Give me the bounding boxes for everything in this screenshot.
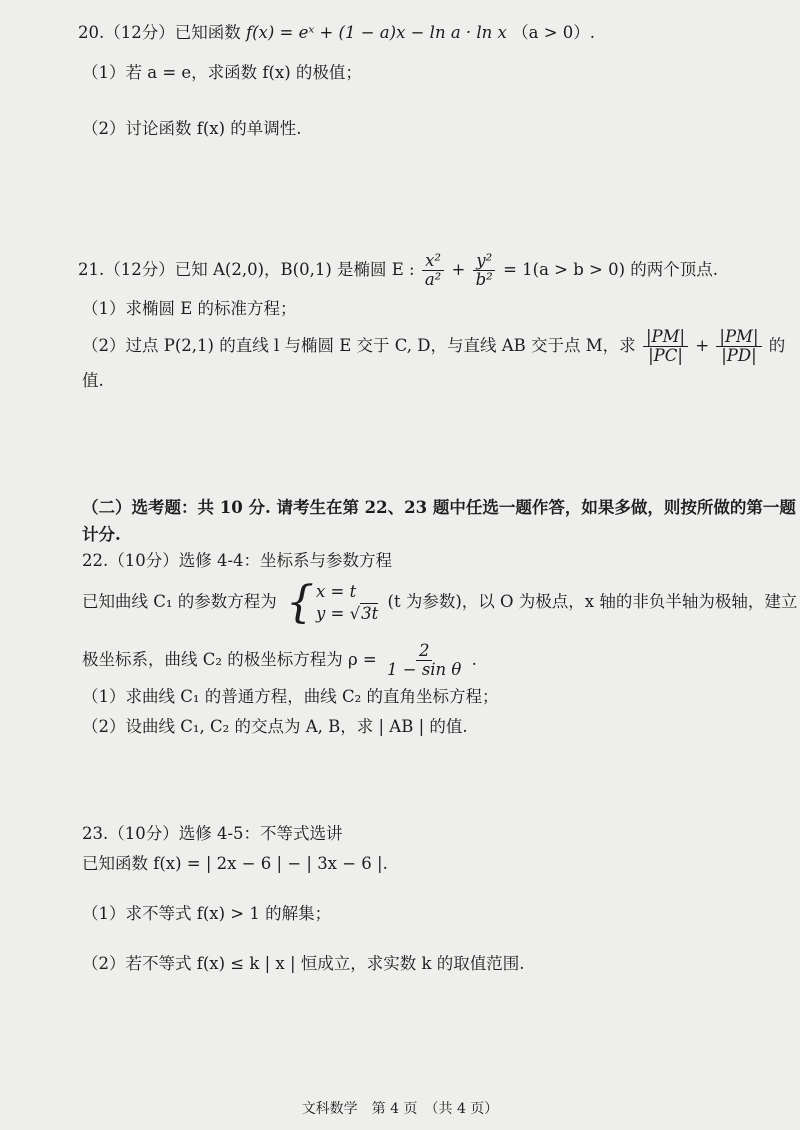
q22-line1-a: 已知曲线 C₁ 的参数方程为 [82, 592, 277, 611]
q20-condition: （a > 0）. [512, 23, 596, 42]
q21-plus-2: + [695, 336, 710, 355]
q23-head: 23.（10分）选修 4-5：不等式选讲 [82, 824, 343, 843]
q21-pc: |PC| [648, 346, 683, 365]
q21-a2: a² [424, 270, 442, 289]
q21-part1: （1）求椭圆 E 的标准方程； [82, 299, 297, 318]
section-note-line1: （二）选考题：共 10 分. 请考生在第 22、23 题中任选一题作答，如果多做，则按所做的第一题 [82, 498, 796, 517]
q20-head: 20.（12分）已知函数 [78, 23, 241, 42]
q22-fraction-rho [384, 642, 464, 679]
q22-part2: （2）设曲线 C₁, C₂ 的交点为 A, B，求 | AB | 的值. [82, 717, 468, 736]
q21-x2: x² [422, 252, 444, 271]
q22-part1: （1）求曲线 C₁ 的普通方程，曲线 C₂ 的直角坐标方程； [82, 687, 499, 706]
q23-part2: （2）若不等式 f(x) ≤ k | x | 恒成立，求实数 k 的取值范围. [82, 954, 525, 973]
q21-part2-c: 值. [82, 371, 104, 390]
q20-head-line [78, 22, 595, 44]
section-note-line2: 计分. [82, 525, 121, 544]
q21-fraction-pm-pc [643, 328, 688, 365]
q20-part1: （1）若 a = e，求函数 f(x) 的极值； [82, 63, 362, 82]
page-footer: 文科数学 第 4 页 （共 4 页） [301, 1101, 499, 1117]
q21-head-a: 21.（12分）已知 A(2,0)，B(0,1) 是椭圆 E : [78, 260, 415, 279]
q22-head: 22.（10分）选修 4-4：坐标系与参数方程 [82, 551, 393, 570]
q22-line1-b: (t 为参数)，以 O 为极点，x 轴的非负半轴为极轴，建立 [387, 592, 798, 611]
q21-y2: y² [473, 252, 495, 271]
q22-line2-b: . [471, 650, 477, 669]
q22-num: 2 [416, 642, 433, 661]
q21-pm-2: |PM| [716, 328, 761, 347]
q23-part1: （1）求不等式 f(x) > 1 的解集； [82, 904, 332, 923]
q22-eq2 [316, 603, 378, 625]
q21-part2-line [82, 328, 785, 365]
q21-head-b: = 1(a > b > 0) 的两个顶点. [503, 260, 719, 279]
sqrt-icon: √ [349, 603, 361, 623]
q22-line2 [82, 640, 477, 680]
q23-line1: 已知函数 f(x) = | 2x − 6 | − | 3x − 6 |. [82, 854, 388, 873]
q21-fraction-x [422, 252, 444, 289]
q21-b2: b² [475, 270, 493, 289]
q21-plus: + [451, 260, 466, 279]
brace-icon: { [285, 576, 314, 628]
q22-eq2-radicand: 3t [361, 603, 379, 623]
q21-pd: |PD| [721, 346, 757, 365]
q20-function: f(x) = eˣ + (1 − a)x − ln a · ln x [246, 23, 507, 42]
q21-fraction-y [473, 252, 496, 289]
q22-den: 1 − sin θ [387, 660, 462, 679]
q21-fraction-pm-pd [716, 328, 761, 365]
q21-part2-a: （2）过点 P(2,1) 的直线 l 与椭圆 E 交于 C, D，与直线 AB 交于点 M，求 [82, 336, 636, 355]
q21-head-line [78, 252, 718, 289]
q22-parametric-system [285, 576, 379, 628]
q22-eq2-lhs: y = [315, 603, 350, 623]
q21-pm-1: |PM| [643, 328, 688, 347]
q22-eq1: x = t [315, 581, 357, 601]
q21-part2-b: 的 [768, 336, 786, 355]
q22-line1 [82, 576, 798, 628]
q22-system-rows [316, 581, 378, 625]
q22-line2-a: 极坐标系，曲线 C₂ 的极坐标方程为 ρ = [82, 650, 377, 669]
q20-part2: （2）讨论函数 f(x) 的单调性. [82, 119, 302, 138]
